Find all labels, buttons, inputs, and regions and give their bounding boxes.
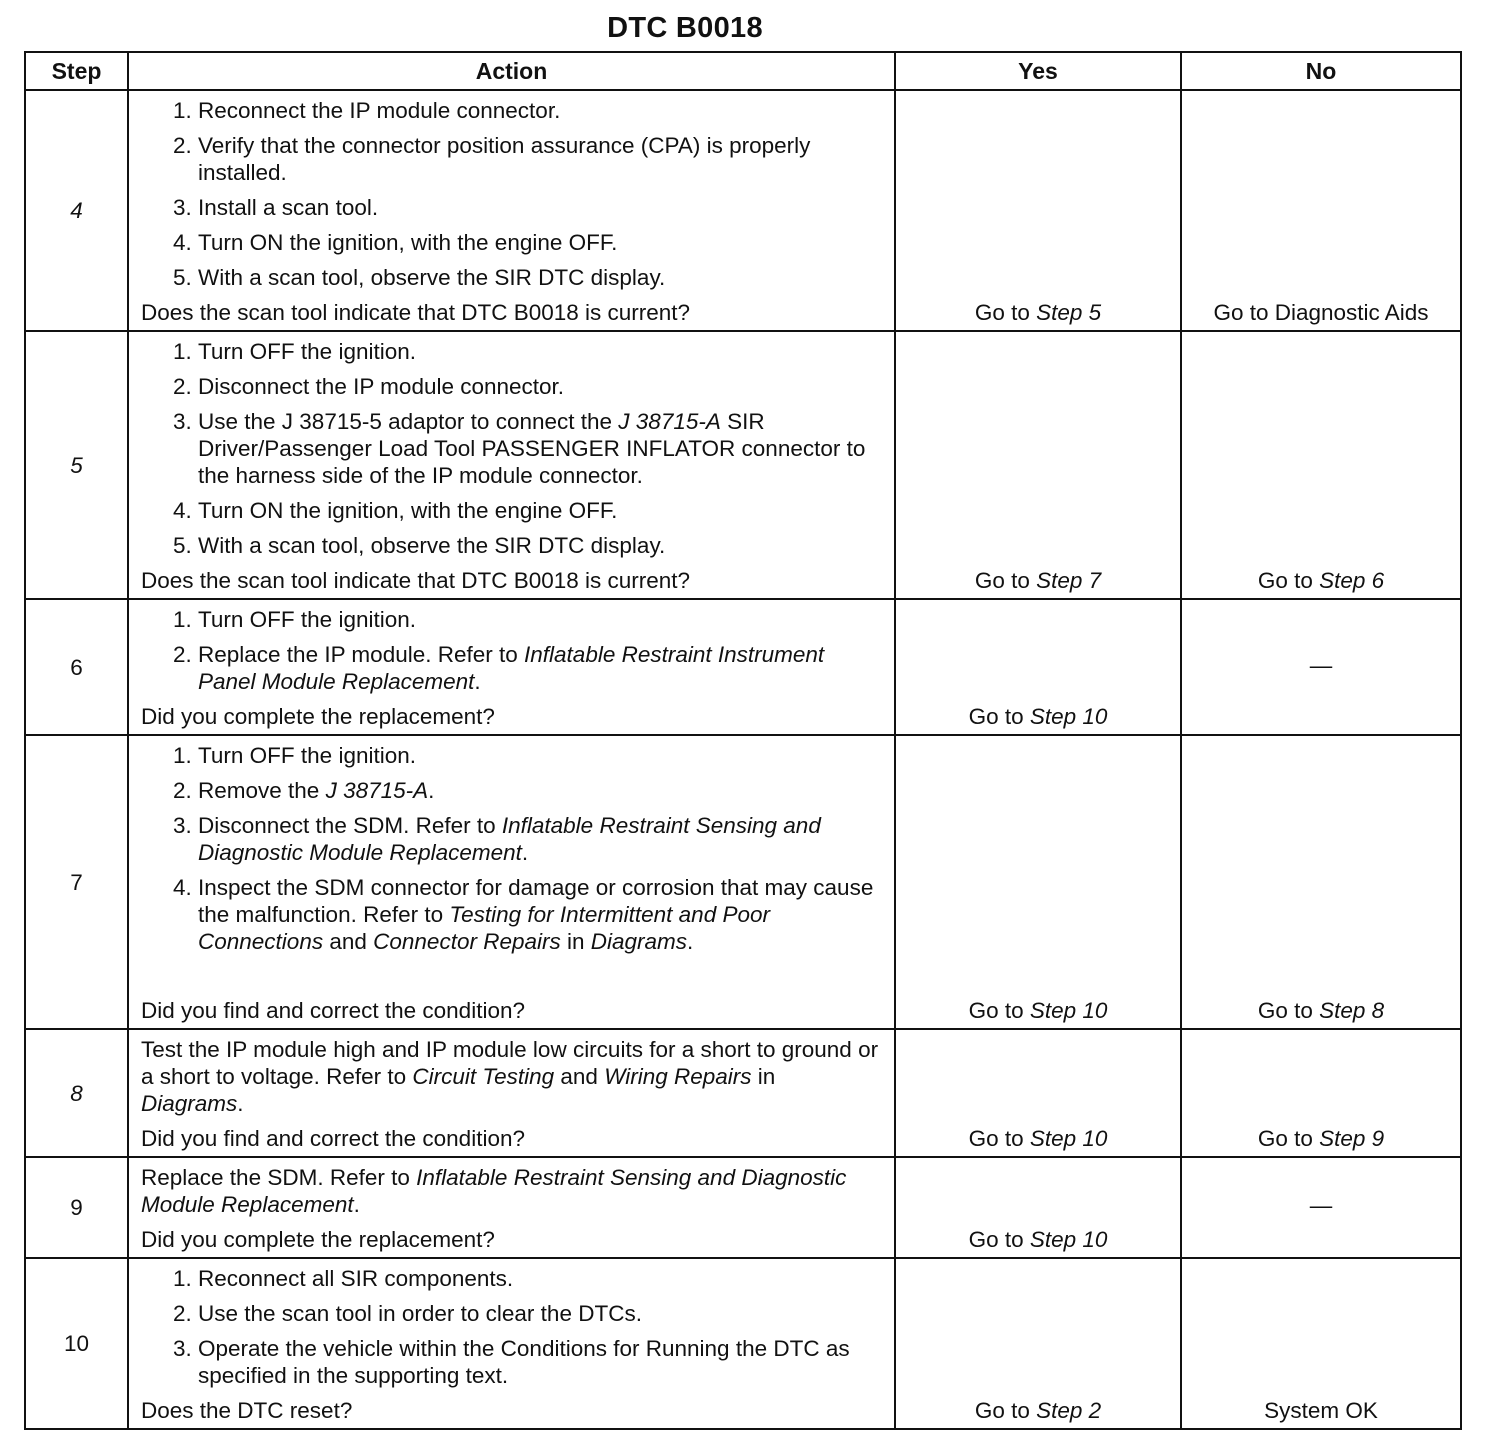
header-step: Step [25, 52, 128, 90]
text-run: in [751, 1064, 776, 1089]
no-result [1181, 90, 1461, 331]
action-item [198, 97, 884, 124]
reference-text: Inflatable Restraint Sensing and Diagnostic Module Replacement [141, 1165, 847, 1217]
reference-text: Step 10 [1029, 1227, 1108, 1252]
reference-text: Diagrams [141, 1091, 238, 1116]
action-item [198, 264, 884, 291]
yes-result [895, 331, 1181, 599]
text-run: System OK [1264, 1398, 1378, 1423]
header-action: Action [128, 52, 895, 90]
step-number: 4 [25, 90, 128, 331]
text-run: Go to [968, 1227, 1030, 1252]
yes-result [895, 90, 1181, 331]
action-item [198, 229, 884, 256]
action-cell [128, 599, 895, 735]
text-run: Inspect the SDM connector for damage or corrosion that may cause the malfunction. Refer to [198, 875, 874, 927]
action-list [141, 338, 884, 559]
text-run: Go to [974, 568, 1037, 593]
table-row [25, 331, 1461, 599]
action-text [141, 1164, 884, 1218]
text-run: Verify that the connector position assurance (CPA) is properly installed. [198, 133, 811, 185]
text-run: in [560, 929, 591, 954]
text-run: Go to [974, 300, 1037, 325]
yes-result [895, 1029, 1181, 1157]
text-run: Go to [968, 998, 1030, 1023]
header-yes: Yes [895, 52, 1181, 90]
text-run: Reconnect the IP module connector. [198, 98, 561, 123]
no-result [1181, 735, 1461, 1029]
action-question: Does the scan tool indicate that DTC B0018 is current? [141, 568, 691, 593]
text-run: Turn OFF the ignition. [198, 743, 417, 768]
text-run: Turn ON the ignition, with the engine OFF. [198, 498, 618, 523]
text-run: Use the scan tool in order to clear the DTCs. [198, 1301, 642, 1326]
action-question: Did you complete the replacement? [141, 704, 495, 729]
action-item [198, 373, 884, 400]
text-run: and [323, 929, 374, 954]
action-item [198, 777, 884, 804]
text-run: and [554, 1064, 605, 1089]
action-cell [128, 1157, 895, 1258]
text-run: . [237, 1091, 244, 1116]
text-run: Turn ON the ignition, with the engine OFF. [198, 230, 618, 255]
reference-text: Step 6 [1319, 568, 1385, 593]
text-run: — [1309, 1193, 1333, 1218]
text-run: Replace the IP module. Refer to [198, 642, 525, 667]
action-item [198, 641, 884, 695]
action-cell [128, 735, 895, 1029]
step-number: 7 [25, 735, 128, 1029]
table-row [25, 1029, 1461, 1157]
action-question: Does the DTC reset? [141, 1398, 353, 1423]
no-result [1181, 1029, 1461, 1157]
reference-text: Inflatable Restraint Sensing and Diagnostic Module Replacement [198, 813, 821, 865]
text-run: Turn OFF the ignition. [198, 607, 417, 632]
step-number: 6 [25, 599, 128, 735]
reference-text: Step 5 [1036, 300, 1102, 325]
reference-text: Wiring Repairs [604, 1064, 752, 1089]
text-run: . [428, 778, 435, 803]
step-number: 10 [25, 1258, 128, 1429]
table-row [25, 1258, 1461, 1429]
text-run: Use the J 38715-5 adaptor to connect the [198, 409, 619, 434]
text-run: Go to [968, 704, 1030, 729]
action-cell [128, 1258, 895, 1429]
text-run: Go to [1257, 1126, 1320, 1151]
action-question: Did you find and correct the condition? [141, 998, 525, 1023]
step-number: 9 [25, 1157, 128, 1258]
header-no: No [1181, 52, 1461, 90]
text-run: . [474, 669, 481, 694]
text-run: With a scan tool, observe the SIR DTC display. [198, 533, 666, 558]
action-item [198, 194, 884, 221]
table-row [25, 90, 1461, 331]
action-question: Did you complete the replacement? [141, 1227, 495, 1252]
text-run: With a scan tool, observe the SIR DTC display. [198, 265, 666, 290]
action-item [198, 1300, 884, 1327]
text-run: Disconnect the SDM. Refer to [198, 813, 502, 838]
text-run: — [1309, 652, 1333, 678]
spacer [141, 963, 884, 997]
action-item [198, 1335, 884, 1389]
text-run: . [353, 1192, 360, 1217]
action-item [198, 812, 884, 866]
reference-text: Inflatable Restraint Instrument Panel Module Replacement [198, 642, 825, 694]
action-item [198, 532, 884, 559]
reference-text: Step 10 [1029, 998, 1108, 1023]
action-list [141, 606, 884, 695]
yes-result [895, 599, 1181, 735]
action-cell [128, 90, 895, 331]
text-run: SIR Driver/Passenger Load Tool PASSENGER INFLATOR connector to the harness side of the IP module connector. [198, 409, 866, 488]
reference-text: Diagrams [590, 929, 688, 954]
step-number: 8 [25, 1029, 128, 1157]
reference-text: Circuit Testing [412, 1064, 555, 1089]
text-run: Test the IP module high and IP module low circuits for a short to ground or a short to voltage. Refer to [141, 1037, 879, 1089]
action-item [198, 1265, 884, 1292]
no-result [1181, 331, 1461, 599]
text-run: Go to [1257, 568, 1320, 593]
reference-text: Step 10 [1029, 704, 1108, 729]
reference-text: J 38715-A [325, 778, 429, 803]
action-question: Did you find and correct the condition? [141, 1126, 525, 1151]
action-item [198, 497, 884, 524]
action-list [141, 97, 884, 291]
action-cell [128, 1029, 895, 1157]
action-item [198, 606, 884, 633]
reference-text: Step 9 [1319, 1126, 1385, 1151]
reference-text: Testing for Intermittent and Poor Connections [198, 902, 770, 954]
text-run: Turn OFF the ignition. [198, 339, 417, 364]
text-run: Replace the SDM. Refer to [141, 1165, 417, 1190]
yes-result [895, 735, 1181, 1029]
table-row [25, 735, 1461, 1029]
header-row [25, 52, 1461, 90]
page-title: DTC B0018 [607, 12, 763, 44]
text-run: Install a scan tool. [198, 195, 379, 220]
diagnostic-table [24, 51, 1462, 1430]
action-text [141, 1036, 884, 1117]
action-list [141, 1265, 884, 1389]
reference-text: Connector Repairs [373, 929, 561, 954]
no-result [1181, 1258, 1461, 1429]
text-run: Go to Diagnostic Aids [1213, 300, 1429, 325]
yes-result [895, 1157, 1181, 1258]
reference-text: J 38715-A [618, 409, 721, 434]
text-run: . [687, 929, 694, 954]
text-run: Operate the vehicle within the Conditions for Running the DTC as specified in the supporting text. [198, 1336, 850, 1388]
reference-text: Step 7 [1036, 568, 1102, 593]
yes-result [895, 1258, 1181, 1429]
action-list [141, 742, 884, 955]
action-item [198, 408, 884, 489]
text-run: Go to [974, 1398, 1037, 1423]
text-run: Reconnect all SIR components. [198, 1266, 514, 1291]
action-question: Does the scan tool indicate that DTC B0018 is current? [141, 300, 691, 325]
action-item [198, 874, 884, 955]
no-result [1181, 599, 1461, 735]
text-run: . [521, 840, 529, 865]
text-run: Go to [968, 1126, 1030, 1151]
step-number: 5 [25, 331, 128, 599]
text-run: Remove the [198, 778, 326, 803]
action-item [198, 742, 884, 769]
no-result [1181, 1157, 1461, 1258]
action-cell [128, 331, 895, 599]
action-item [198, 338, 884, 365]
reference-text: Step 2 [1036, 1398, 1102, 1423]
reference-text: Step 10 [1029, 1126, 1108, 1151]
text-run: Disconnect the IP module connector. [198, 374, 565, 399]
action-item [198, 132, 884, 186]
reference-text: Step 8 [1319, 998, 1385, 1023]
table-row [25, 599, 1461, 735]
text-run: Go to [1257, 998, 1320, 1023]
table-row [25, 1157, 1461, 1258]
